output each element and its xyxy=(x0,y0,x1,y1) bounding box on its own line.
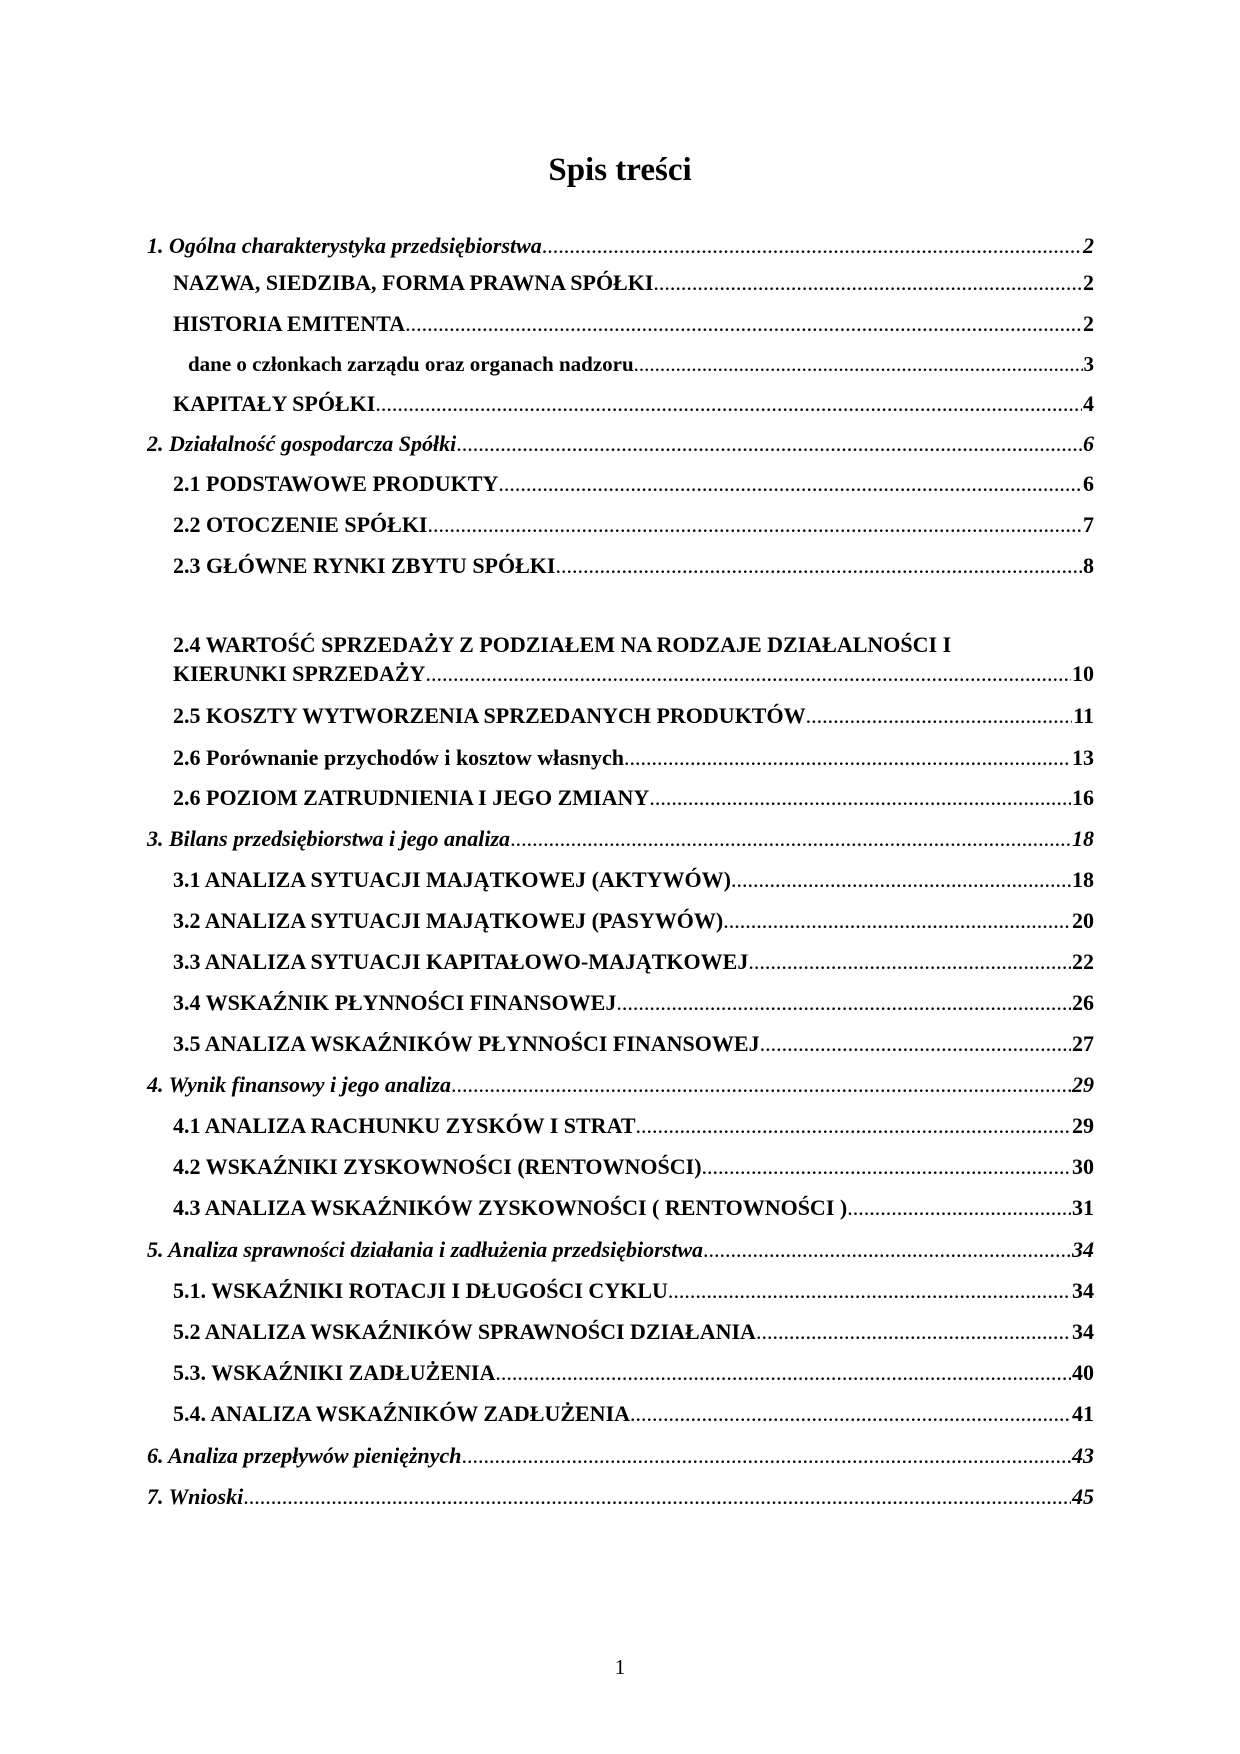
toc-entry-label: 5.2 ANALIZA WSKAŹNIKÓW SPRAWNOŚCI DZIAŁANIA xyxy=(173,1319,756,1344)
toc-entry-page: 6 xyxy=(1083,431,1094,456)
toc-entry-page: 7 xyxy=(1083,512,1094,537)
toc-entry-label: 4. Wynik finansowy i jego analiza xyxy=(147,1072,451,1097)
toc-entry-page: 45 xyxy=(1072,1484,1094,1509)
toc-entry-page: 10 xyxy=(1072,661,1094,686)
toc-entry[interactable] xyxy=(147,826,1094,852)
toc-entry-label: dane o członkach zarządu oraz organach nadzoru xyxy=(188,352,634,376)
toc-entry-label: 2.4 WARTOŚĆ SPRZEDAŻY Z PODZIAŁEM NA RODZAJE DZIAŁALNOŚCI I xyxy=(173,632,952,657)
toc-entry[interactable] xyxy=(173,553,1094,579)
toc-entry-page: 11 xyxy=(1073,703,1094,728)
toc-entry-page: 29 xyxy=(1072,1072,1094,1097)
toc-entry-label: 5. Analiza sprawności działania i zadłużenia przedsiębiorstwa xyxy=(147,1237,704,1262)
toc-leader-dots xyxy=(653,270,1082,296)
toc-entry[interactable] xyxy=(188,351,1094,377)
toc-entry[interactable] xyxy=(147,1237,1094,1263)
toc-entry-page: 8 xyxy=(1083,553,1094,578)
toc-leader-dots xyxy=(756,1319,1071,1345)
toc-entry-label: 4.1 ANALIZA RACHUNKU ZYSKÓW I STRAT xyxy=(173,1113,636,1138)
toc-entry[interactable] xyxy=(147,431,1094,457)
toc-entry-page: 20 xyxy=(1072,908,1094,933)
toc-entry-label: 2.6 POZIOM ZATRUDNIENIA I JEGO ZMIANY xyxy=(173,785,650,810)
toc-entry[interactable] xyxy=(173,1319,1094,1345)
toc-leader-dots xyxy=(428,512,1083,538)
toc-leader-dots xyxy=(498,471,1082,497)
toc-leader-dots xyxy=(847,1195,1071,1221)
toc-leader-dots xyxy=(456,431,1082,457)
toc-entry[interactable] xyxy=(173,990,1094,1016)
toc-entry-page: 40 xyxy=(1072,1360,1094,1385)
toc-entry-label: 2. Działalność gospodarcza Spółki xyxy=(147,431,457,456)
toc-entry-page: 41 xyxy=(1072,1401,1094,1426)
toc-leader-dots xyxy=(616,990,1071,1016)
toc-leader-dots xyxy=(806,703,1073,729)
toc-entry-label: 5.4. ANALIZA WSKAŹNIKÓW ZADŁUŻENIA xyxy=(173,1401,631,1426)
toc-leader-dots xyxy=(634,351,1083,377)
toc-entry-label: 3.3 ANALIZA SYTUACJI KAPITAŁOWO-MAJĄTKOWEJ xyxy=(173,949,749,974)
toc-entry-label: 3. Bilans przedsiębiorstwa i jego analiza xyxy=(147,826,511,851)
toc-leader-dots xyxy=(243,1484,1071,1510)
toc-leader-dots xyxy=(405,311,1082,337)
toc-leader-dots xyxy=(425,661,1071,687)
toc-entry-page: 3 xyxy=(1083,352,1094,376)
toc-entry-page: 34 xyxy=(1072,1278,1094,1303)
toc-leader-dots xyxy=(495,1360,1071,1386)
toc-leader-dots xyxy=(624,745,1071,771)
toc-leader-dots xyxy=(630,1401,1071,1427)
toc-entry-label: KIERUNKI SPRZEDAŻY xyxy=(173,661,426,686)
toc-entry-page: 26 xyxy=(1072,990,1094,1015)
toc-leader-dots xyxy=(668,1278,1071,1304)
toc-entry-label: 1. Ogólna charakterystyka przedsiębiorstwa xyxy=(147,233,542,258)
toc-entry-label: 2.1 PODSTAWOWE PRODUKTY xyxy=(173,471,499,496)
toc-entry-label: 2.5 KOSZTY WYTWORZENIA SPRZEDANYCH PRODUKTÓW xyxy=(173,703,806,728)
toc-entry[interactable] xyxy=(173,1195,1094,1221)
toc-leader-dots xyxy=(760,1031,1071,1057)
toc-entry-label: 6. Analiza przepływów pieniężnych xyxy=(147,1443,462,1468)
toc-entry-page: 2 xyxy=(1083,270,1094,295)
toc-leader-dots xyxy=(731,867,1071,893)
toc-entry[interactable] xyxy=(173,949,1094,975)
toc-entry[interactable] xyxy=(147,1443,1094,1469)
toc-entry-label: 4.2 WSKAŹNIKI ZYSKOWNOŚCI (RENTOWNOŚCI) xyxy=(173,1154,702,1179)
toc-leader-dots xyxy=(510,826,1071,852)
toc-entry-label: 3.1 ANALIZA SYTUACJI MAJĄTKOWEJ (AKTYWÓW) xyxy=(173,867,731,892)
toc-entry[interactable] xyxy=(173,745,1094,771)
toc-entry-page: 2 xyxy=(1083,233,1094,258)
toc-entry-label: 2.6 Porównanie przychodów i kosztow własnych xyxy=(173,745,625,770)
toc-entry-label: HISTORIA EMITENTA xyxy=(173,311,406,336)
toc-leader-dots xyxy=(375,391,1082,417)
toc-leader-dots xyxy=(703,1237,1071,1263)
toc-entry[interactable] xyxy=(173,1278,1094,1304)
toc-leader-dots xyxy=(649,785,1071,811)
toc-entry[interactable] xyxy=(147,1484,1094,1510)
toc-entry-label: 2.3 GŁÓWNE RYNKI ZBYTU SPÓŁKI xyxy=(173,553,556,578)
toc-entry[interactable] xyxy=(173,471,1094,497)
toc-leader-dots xyxy=(555,553,1082,579)
toc-leader-dots xyxy=(462,1443,1071,1469)
toc-entry[interactable] xyxy=(173,703,1094,729)
page-title: Spis treści xyxy=(548,152,692,188)
toc-entry-page: 16 xyxy=(1072,785,1094,810)
toc-entry[interactable] xyxy=(173,1031,1094,1057)
toc-entry-page: 2 xyxy=(1083,311,1094,336)
toc-entry[interactable] xyxy=(173,270,1094,296)
toc-entry[interactable] xyxy=(173,391,1094,417)
toc-entry[interactable] xyxy=(173,512,1094,538)
toc-entry-label: 4.3 ANALIZA WSKAŹNIKÓW ZYSKOWNOŚCI ( RENTOWNOŚCI ) xyxy=(173,1195,848,1220)
toc-entry-label: 3.2 ANALIZA SYTUACJI MAJĄTKOWEJ (PASYWÓW) xyxy=(173,908,724,933)
toc-entry-page: 22 xyxy=(1072,949,1094,974)
toc-entry[interactable] xyxy=(173,661,1094,687)
toc-entry-label: 3.4 WSKAŹNIK PŁYNNOŚCI FINANSOWEJ xyxy=(173,990,617,1015)
toc-entry-page: 13 xyxy=(1072,745,1094,770)
toc-entry-label: KAPITAŁY SPÓŁKI xyxy=(173,391,376,416)
toc-entry[interactable] xyxy=(173,908,1094,934)
toc-entry[interactable] xyxy=(173,867,1094,893)
page-number: 1 xyxy=(614,1655,626,1679)
toc-leader-dots xyxy=(636,1113,1072,1139)
toc-entry-label: 5.3. WSKAŹNIKI ZADŁUŻENIA xyxy=(173,1360,496,1385)
toc-entry[interactable] xyxy=(173,1401,1094,1427)
toc-entry-label: 2.2 OTOCZENIE SPÓŁKI xyxy=(173,512,428,537)
toc-entry-page: 43 xyxy=(1072,1443,1094,1468)
toc-entry-page: 34 xyxy=(1072,1237,1094,1262)
toc-entry-label: NAZWA, SIEDZIBA, FORMA PRAWNA SPÓŁKI xyxy=(173,270,654,295)
toc-entry-label: 5.1. WSKAŹNIKI ROTACJI I DŁUGOŚCI CYKLU xyxy=(173,1278,668,1303)
toc-entry-page: 27 xyxy=(1072,1031,1094,1056)
toc-entry-page: 18 xyxy=(1072,826,1094,851)
toc-entry[interactable] xyxy=(173,632,1094,658)
toc-entry[interactable] xyxy=(173,785,1094,811)
toc-entry-page: 30 xyxy=(1072,1154,1094,1179)
toc-entry-page: 31 xyxy=(1072,1195,1094,1220)
toc-entry[interactable] xyxy=(173,1360,1094,1386)
toc-entry-page: 29 xyxy=(1072,1113,1094,1138)
toc-leader-dots xyxy=(748,949,1071,975)
toc-leader-dots xyxy=(723,908,1071,934)
toc-leader-dots xyxy=(702,1154,1071,1180)
toc-entry-page: 6 xyxy=(1083,471,1094,496)
toc-entry[interactable] xyxy=(173,1113,1094,1139)
toc-entry[interactable] xyxy=(147,233,1094,259)
toc-entry-page: 4 xyxy=(1083,391,1094,416)
toc-entry[interactable] xyxy=(147,1072,1094,1098)
toc-entry-label: 7. Wnioski xyxy=(147,1484,244,1509)
toc-entry-page: 34 xyxy=(1072,1319,1094,1344)
toc-leader-dots xyxy=(542,233,1082,259)
toc-entry-page: 18 xyxy=(1072,867,1094,892)
toc-entry-label: 3.5 ANALIZA WSKAŹNIKÓW PŁYNNOŚCI FINANSOWEJ xyxy=(173,1031,760,1056)
toc-entry[interactable] xyxy=(173,1154,1094,1180)
toc-entry[interactable] xyxy=(173,311,1094,337)
toc-leader-dots xyxy=(451,1072,1071,1098)
